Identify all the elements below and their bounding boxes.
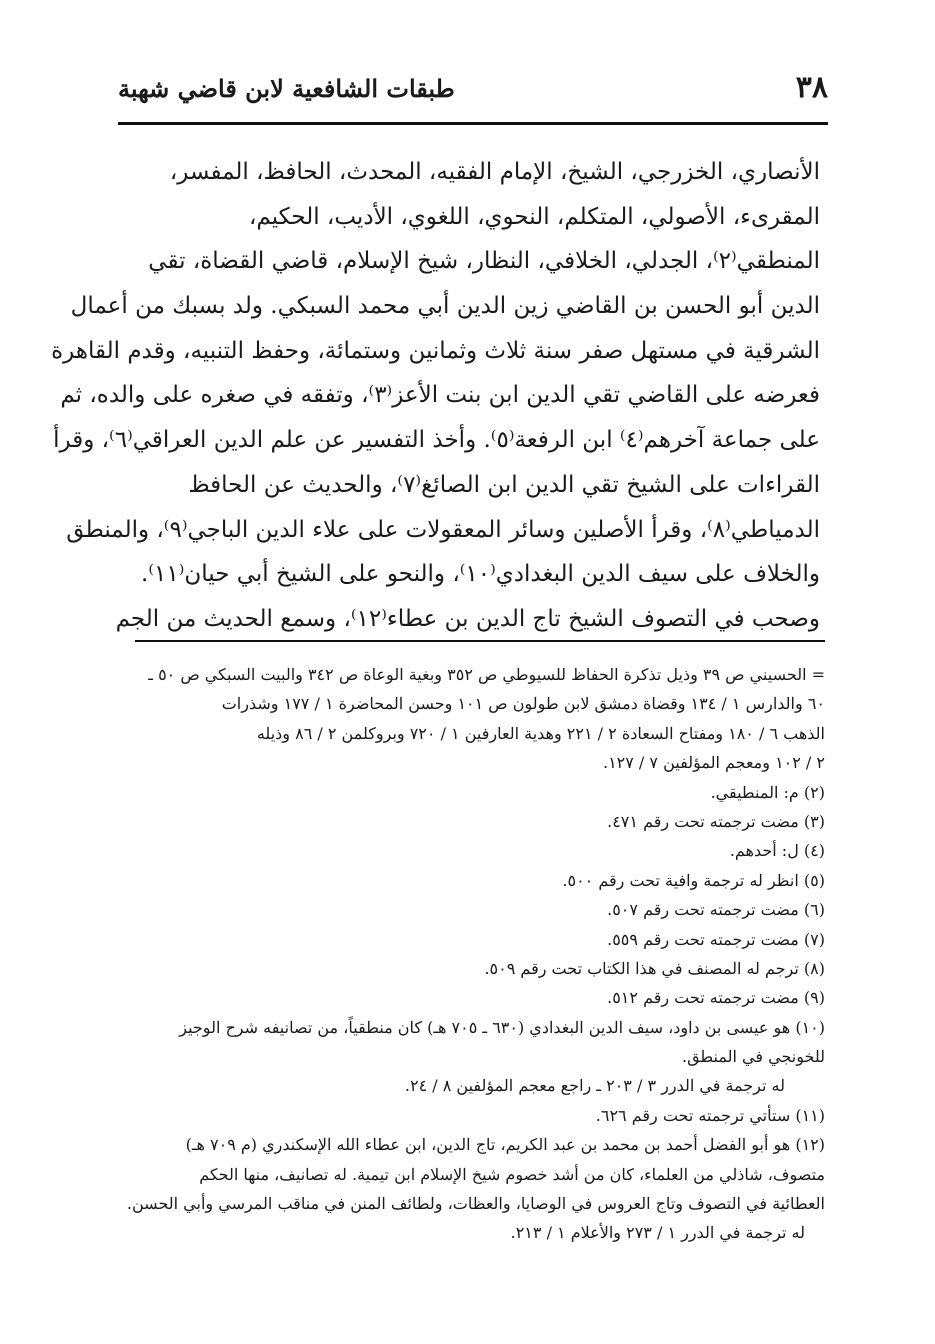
text-line: والخلاف على سيف الدين البغدادي⁽١٠⁾، والنحو على الشيخ أبي حيان⁽١١⁾. (141, 561, 820, 588)
footnote-line: (٣) مضت ترجمته تحت رقم ٤٧١. (607, 811, 825, 831)
text-line: الدمياطي⁽٨⁾، وقرأ الأصلين وسائر المعقولات على علاء الدين الباجي⁽٩⁾، والمنطق (66, 516, 820, 543)
footnote-separator (135, 640, 825, 642)
footnote-line: (٨) ترجم له المصنف في هذا الكتاب تحت رقم ٥٠٩. (484, 958, 825, 978)
footnote-line: (٧) مضت ترجمته تحت رقم ٥٥٩. (607, 929, 825, 949)
main-text (51, 150, 820, 642)
footnote-line: (٥) انظر له ترجمة وافية تحت رقم ٥٠٠. (562, 870, 825, 890)
footnote-line: العطائية في التصوف وتاج العروس في الوصايا، والعظات، ولطائف المنن في مناقب المرسي وأبي الحسن. (126, 1194, 825, 1214)
footnote-line: (٢) م: المنطيقي. (710, 782, 825, 802)
footnotes (126, 660, 825, 1248)
footnote-line: (١٠) هو عيسى بن داود، سيف الدين البغدادي (٦٣٠ ـ ٧٠٥ هـ) كان منطقياً، من تصانيفه شرح الوجيز (179, 1017, 825, 1037)
footnote-line: = الحسيني ص ٣٩ وذيل تذكرة الحفاظ للسيوطي ص ٣٥٢ وبغية الوعاة ص ٣٤٢ والبيت السبكي ص ٥٠ ـ (148, 665, 825, 684)
footnote-line: الذهب ٦ / ١٨٠ ومفتاح السعادة ٢ / ٢٢١ وهدية العارفين ١ / ٧٢٠ وبروكلمن ٢ / ٨٦ وذيله (256, 723, 825, 743)
text-line: الدين أبو الحسن بن القاضي زين الدين أبي محمد السبكي. ولد بسبك من أعمال (70, 293, 820, 320)
footnote-line: (١٢) هو أبو الفضل أحمد بن محمد بن عبد الكريم، تاج الدين، ابن عطاء الله الإسكندري (م ٧٠٩ هـ) (185, 1135, 825, 1155)
text-line: الشرقية في مستهل صفر سنة ثلاث وثمانين وستمائة، وحفظ التنبيه، وقدم القاهرة (51, 337, 820, 364)
page-header (118, 62, 828, 112)
footnote-line: له ترجمة في الدرر ١ / ٢٧٣ والأعلام ١ / ٢١٣. (510, 1223, 805, 1243)
footnote-line: متصوف، شاذلي من العلماء، كان من أشد خصوم شيخ الإسلام ابن تيمية. له تصانيف، منها الحكم (199, 1164, 825, 1184)
text-line: فعرضه على القاضي تقي الدين ابن بنت الأعز⁽٣⁾، وتفقه في صغره على والده، ثم (60, 382, 820, 409)
footnote-line: (٤) ل: أحدهم. (729, 841, 825, 861)
footnote-line: ٢ / ١٠٢ ومعجم المؤلفين ٧ / ١٢٧. (602, 753, 825, 773)
text-line: الأنصاري، الخزرجي، الشيخ، الإمام الفقيه، المحدث، الحافظ، المفسر، (169, 159, 820, 185)
footnote-line: له ترجمة في الدرر ٣ / ٢٠٣ ـ راجع معجم المؤلفين ٨ / ٢٤. (404, 1076, 785, 1096)
footnote-line: ٦٠ والدارس ١ / ١٣٤ وقضاة دمشق لابن طولون ص ١٠١ وحسن المحاضرة ١ / ١٧٧ وشذرات (221, 694, 825, 714)
text-line: المقرىء، الأصولي، المتكلم، النحوي، اللغوي، الأديب، الحكيم، (248, 203, 820, 230)
page-number: ٣٨ (795, 70, 828, 105)
footnote-line: (٩) مضت ترجمته تحت رقم ٥١٢. (607, 988, 825, 1008)
footnote-line: (١١) ستأتي ترجمته تحت رقم ٦٢٦. (595, 1105, 825, 1125)
text-line: المنطقي⁽٢⁾، الجدلي، الخلافي، النظار، شيخ الإسلام، قاضي القضاة، تقي (148, 248, 820, 275)
text-line: القراءات على الشيخ تقي الدين ابن الصائغ⁽٧⁾، والحديث عن الحافظ (188, 471, 820, 498)
text-line: وصحب في التصوف الشيخ تاج الدين بن عطاء⁽١٢⁾، وسمع الحديث من الجم (115, 605, 820, 632)
running-title: طبقات الشافعية لابن قاضي شهبة (118, 74, 455, 103)
footnote-line: للخونجي في المنطق. (682, 1047, 825, 1067)
header-rule (118, 122, 828, 125)
text-line: على جماعة آخرهم⁽٤⁾ ابن الرفعة⁽٥⁾. وأخذ التفسير عن علم الدين العراقي⁽٦⁾، وقرأ (53, 427, 820, 454)
footnote-line: (٦) مضت ترجمته تحت رقم ٥٠٧. (607, 900, 825, 920)
